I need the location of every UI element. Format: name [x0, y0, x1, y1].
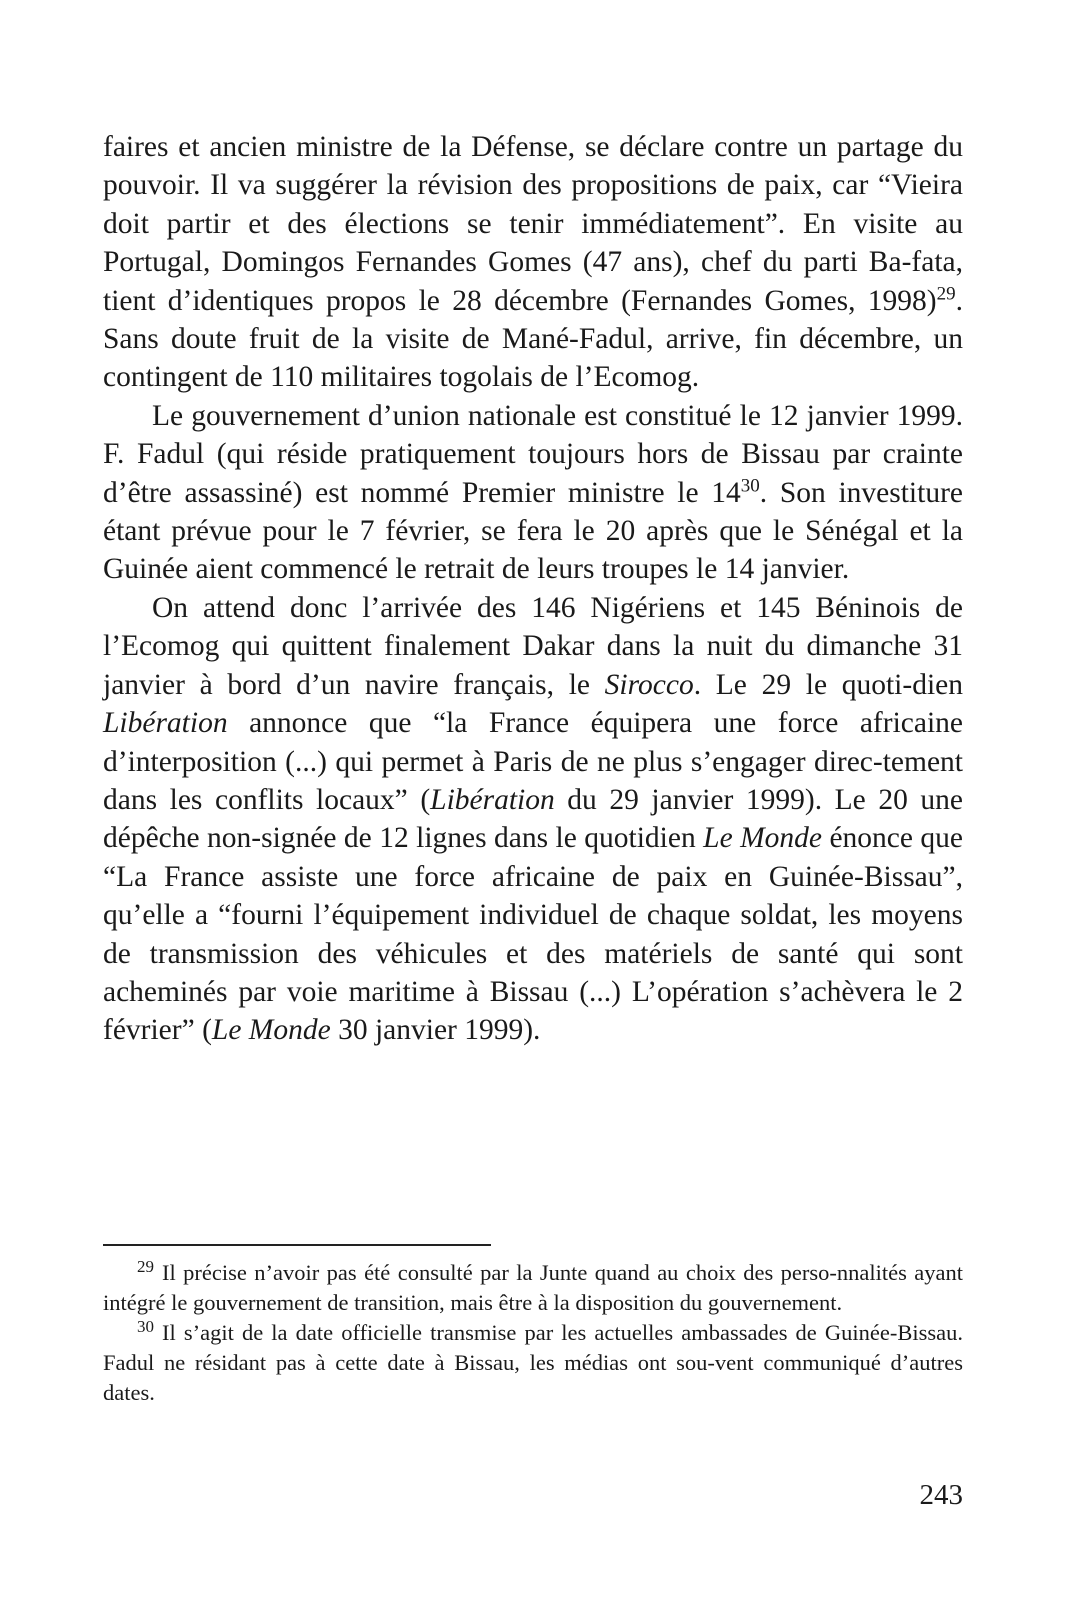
paragraph-3 [103, 589, 963, 1050]
text-run: On attend donc l’arrivée des 146 Nigériens et 145 Béninois de l’Ecomog qui quittent finalement Dakar dans la nuit du dimanche 31 janvier à bord d’un navire français, le [103, 591, 963, 701]
footnote-ref-29[interactable]: 29 [936, 283, 956, 305]
text-run: 30 janvier 1999). [330, 1014, 541, 1047]
footnote-29 [103, 1258, 963, 1318]
footnote-text: Il précise n’avoir pas été consulté par la Junte quand au choix des perso-nnalités ayant intégré le gouvernement de transition, mais être à la disposition du gouvernement. [103, 1260, 963, 1315]
main-text [103, 128, 963, 1050]
page-number: 243 [919, 1479, 963, 1511]
text-run: annonce que “la France équipera une force africaine d’interposition (...) qui permet à Paris de ne plus s’engager direc-tement dans les conflits locaux” ( [103, 707, 963, 816]
paragraph-1 [103, 128, 963, 397]
text-run: du 29 janvier 1999). Le 20 une dépêche non-signée de 12 lignes dans le quotidien [103, 783, 964, 855]
text-run: . Sans doute fruit de la visite de Mané-Fadul, arrive, fin décembre, un contingent de 110 militaires togolais de l’Ecomog. [103, 284, 963, 394]
footnote-number: 30 [137, 1316, 154, 1336]
footnote-30 [103, 1318, 963, 1408]
text-run: énonce que “La France assiste une force africaine de paix en Guinée-Bissau”, qu’elle a “fourni l’équipement individuel de chaque soldat, les moyens de transmission des véhicules et des matériels de santé qui sont acheminés par voie maritime à Bissau (...) L’opération s’achèvera le 2 février” ( [103, 822, 964, 1047]
footnote-divider [103, 1244, 491, 1246]
newspaper-title: Libération [430, 783, 555, 816]
text-run: faires et ancien ministre de la Défense, se déclare contre un partage du pouvoir. Il va suggérer la révision des propositions de paix, car “Vieira doit partir et des élections se tenir immédiatement”. En visite au Portugal, Domingos Fernandes Gomes (47 ans), chef du parti Ba-fata, tient d’identiques propos le 28 décembre (Fernandes Gomes, 1998) [103, 131, 963, 317]
ship-name: Sirocco [604, 668, 694, 701]
newspaper-title: Libération [103, 707, 228, 740]
text-run: . Son investiture étant prévue pour le 7 février, se fera le 20 après que le Sénégal et la Guinée aient commencé le retrait de leurs troupes le 14 janvier. [103, 476, 963, 586]
paragraph-2 [103, 397, 963, 589]
text-run: . Le 29 le quoti-dien [693, 668, 963, 701]
footnote-number: 29 [137, 1256, 154, 1276]
newspaper-title: Le Monde [703, 822, 823, 855]
text-run: Le gouvernement d’union nationale est constitué le 12 janvier 1999. F. Fadul (qui réside pratiquement toujours hors de Bissau par crainte d’être assassiné) est nommé Premier ministre le 14 [103, 399, 963, 509]
footnote-ref-30[interactable]: 30 [740, 475, 760, 497]
footnote-text: Il s’agit de la date officielle transmise par les actuelles ambassades de Guinée-Bissau. Fadul ne résidant pas à cette date à Bissau, les médias ont sou-vent communiqué d’autres dates. [103, 1320, 963, 1405]
newspaper-title: Le Monde [211, 1014, 331, 1047]
footnotes [103, 1258, 963, 1408]
